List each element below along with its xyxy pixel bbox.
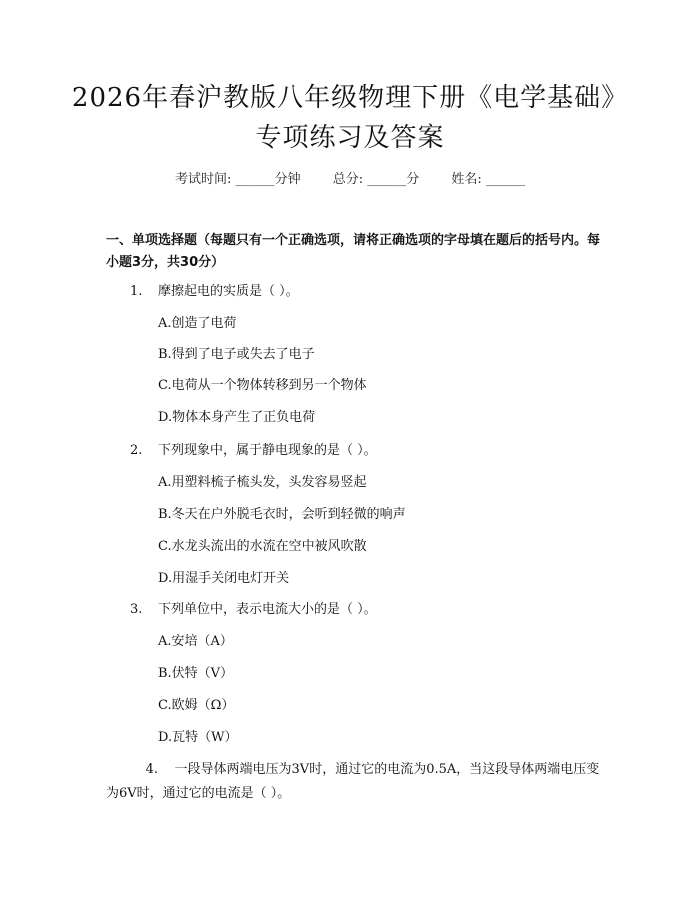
total-score-label: 总分: — [332, 172, 364, 187]
name-field — [451, 172, 525, 187]
question-stem: 一段导体两端电压为3V时，通过它的电流为0.5A，当这段导体两端电压变为6V时，通过它的电流是（ ）。 — [106, 762, 600, 801]
exam-info-line — [0, 168, 700, 187]
section-header-single-choice: 一、单项选择题（每题只有一个正确选项，请将正确选项的字母填在题后的括号内。每小题3分，共30分） — [106, 233, 601, 270]
question-2-option-a: A.用塑料梳子梳头发，头发容易竖起 — [158, 475, 367, 490]
question-4 — [106, 758, 606, 806]
question-1-option-a: A.创造了电荷 — [158, 316, 237, 331]
question-number: 4. — [145, 762, 158, 777]
exam-time-label: 考试时间: — [175, 172, 232, 187]
question-3 — [130, 600, 377, 620]
question-stem: 摩擦起电的实质是（ ）。 — [158, 284, 299, 299]
question-number: 2. — [130, 443, 143, 458]
question-1-option-d: D.物体本身产生了正负电荷 — [158, 410, 316, 425]
question-3-option-c: C.欧姆（Ω） — [158, 698, 235, 713]
question-2-option-c: C.水龙头流出的水流在空中被风吹散 — [158, 539, 367, 554]
question-2-option-d: D.用湿手关闭电灯开关 — [158, 571, 290, 586]
question-number: 1. — [130, 284, 143, 299]
question-3-option-d: D.瓦特（W） — [158, 730, 238, 745]
name-label: 姓名: — [451, 172, 482, 187]
total-score-field — [333, 172, 424, 187]
total-score-blank: ______ — [367, 172, 407, 187]
name-blank: ______ — [485, 172, 525, 187]
question-1 — [130, 282, 299, 302]
question-1-option-c: C.电荷从一个物体转移到另一个物体 — [158, 378, 367, 393]
exam-time-blank: ______ — [235, 172, 275, 187]
question-2-option-b: B.冬天在户外脱毛衣时，会听到轻微的响声 — [158, 507, 406, 522]
question-3-option-b: B.伏特（V） — [158, 666, 234, 681]
exam-time-field — [175, 172, 305, 187]
page-title: 2026年春沪教版八年级物理下册《电学基础》专项练习及答案 — [71, 83, 629, 153]
question-number: 3. — [130, 602, 143, 617]
question-3-option-a: A.安培（A） — [158, 634, 233, 649]
question-stem: 下列现象中，属于静电现象的是（ ）。 — [158, 443, 377, 458]
exam-time-unit: 分钟 — [274, 172, 301, 187]
question-stem: 下列单位中，表示电流大小的是（ ）。 — [158, 602, 377, 617]
question-1-option-b: B.得到了电子或失去了电子 — [158, 347, 315, 362]
question-2 — [130, 441, 377, 461]
total-score-unit: 分 — [406, 172, 420, 187]
